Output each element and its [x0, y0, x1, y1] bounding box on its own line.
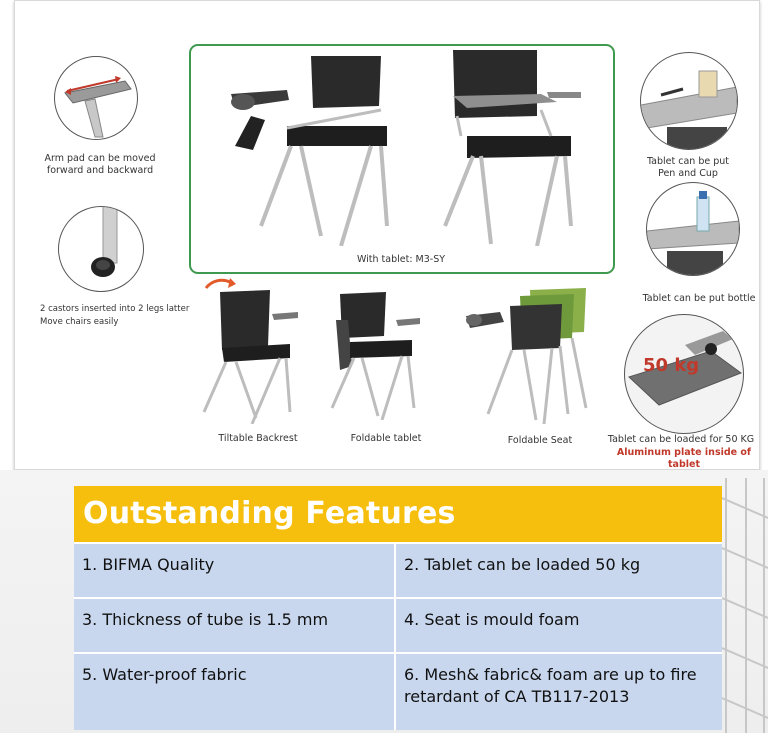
pen-cup-detail-image	[640, 52, 738, 150]
tiltable-chair-image	[190, 278, 306, 424]
bottle-caption: Tablet can be put bottle	[642, 293, 756, 304]
castor-detail-image	[58, 206, 144, 292]
features-title: Outstanding Features	[74, 486, 722, 542]
load-detail-image	[624, 314, 744, 434]
weight-label: 50 kg	[643, 355, 700, 376]
table-row	[74, 652, 722, 730]
foldable-seat-chairs-image	[460, 288, 596, 424]
decorative-lattice	[722, 478, 768, 733]
feature-cell: 3. Thickness of tube is 1.5 mm	[74, 599, 396, 652]
table-row	[74, 542, 722, 597]
foldable-tablet-caption: Foldable tablet	[350, 433, 422, 444]
feature-cell: 4. Seat is mould foam	[396, 599, 722, 652]
main-product-frame	[189, 44, 615, 274]
chairs-with-tablet-image	[191, 46, 613, 246]
arm-pad-detail-image	[54, 56, 138, 140]
arm-pad-caption: Arm pad can be moved forward and backward	[44, 153, 156, 176]
tiltable-caption: Tiltable Backrest	[218, 433, 298, 444]
main-caption: With tablet: M3-SY	[356, 254, 446, 265]
outstanding-features-table	[74, 486, 722, 730]
feature-cell: 5. Water-proof fabric	[74, 654, 396, 730]
feature-cell: 2. Tablet can be loaded 50 kg	[396, 544, 722, 597]
aluminum-caption: Aluminum plate inside of tablet	[616, 447, 752, 470]
loaded-caption: Tablet can be loaded for 50 KG	[607, 434, 755, 445]
feature-cell: 6. Mesh& fabric& foam are up to fire retardant of CA TB117-2013	[396, 654, 722, 730]
foldable-tablet-chair-image	[326, 290, 422, 420]
foldable-seat-caption: Foldable Seat	[507, 435, 573, 446]
pen-cup-caption: Tablet can be put Pen and Cup	[646, 156, 730, 179]
bottle-detail-image	[646, 182, 740, 276]
table-row	[74, 597, 722, 652]
feature-cell: 1. BIFMA Quality	[74, 544, 396, 597]
castors-caption: 2 castors inserted into 2 legs latter Move chairs easily	[40, 304, 190, 327]
